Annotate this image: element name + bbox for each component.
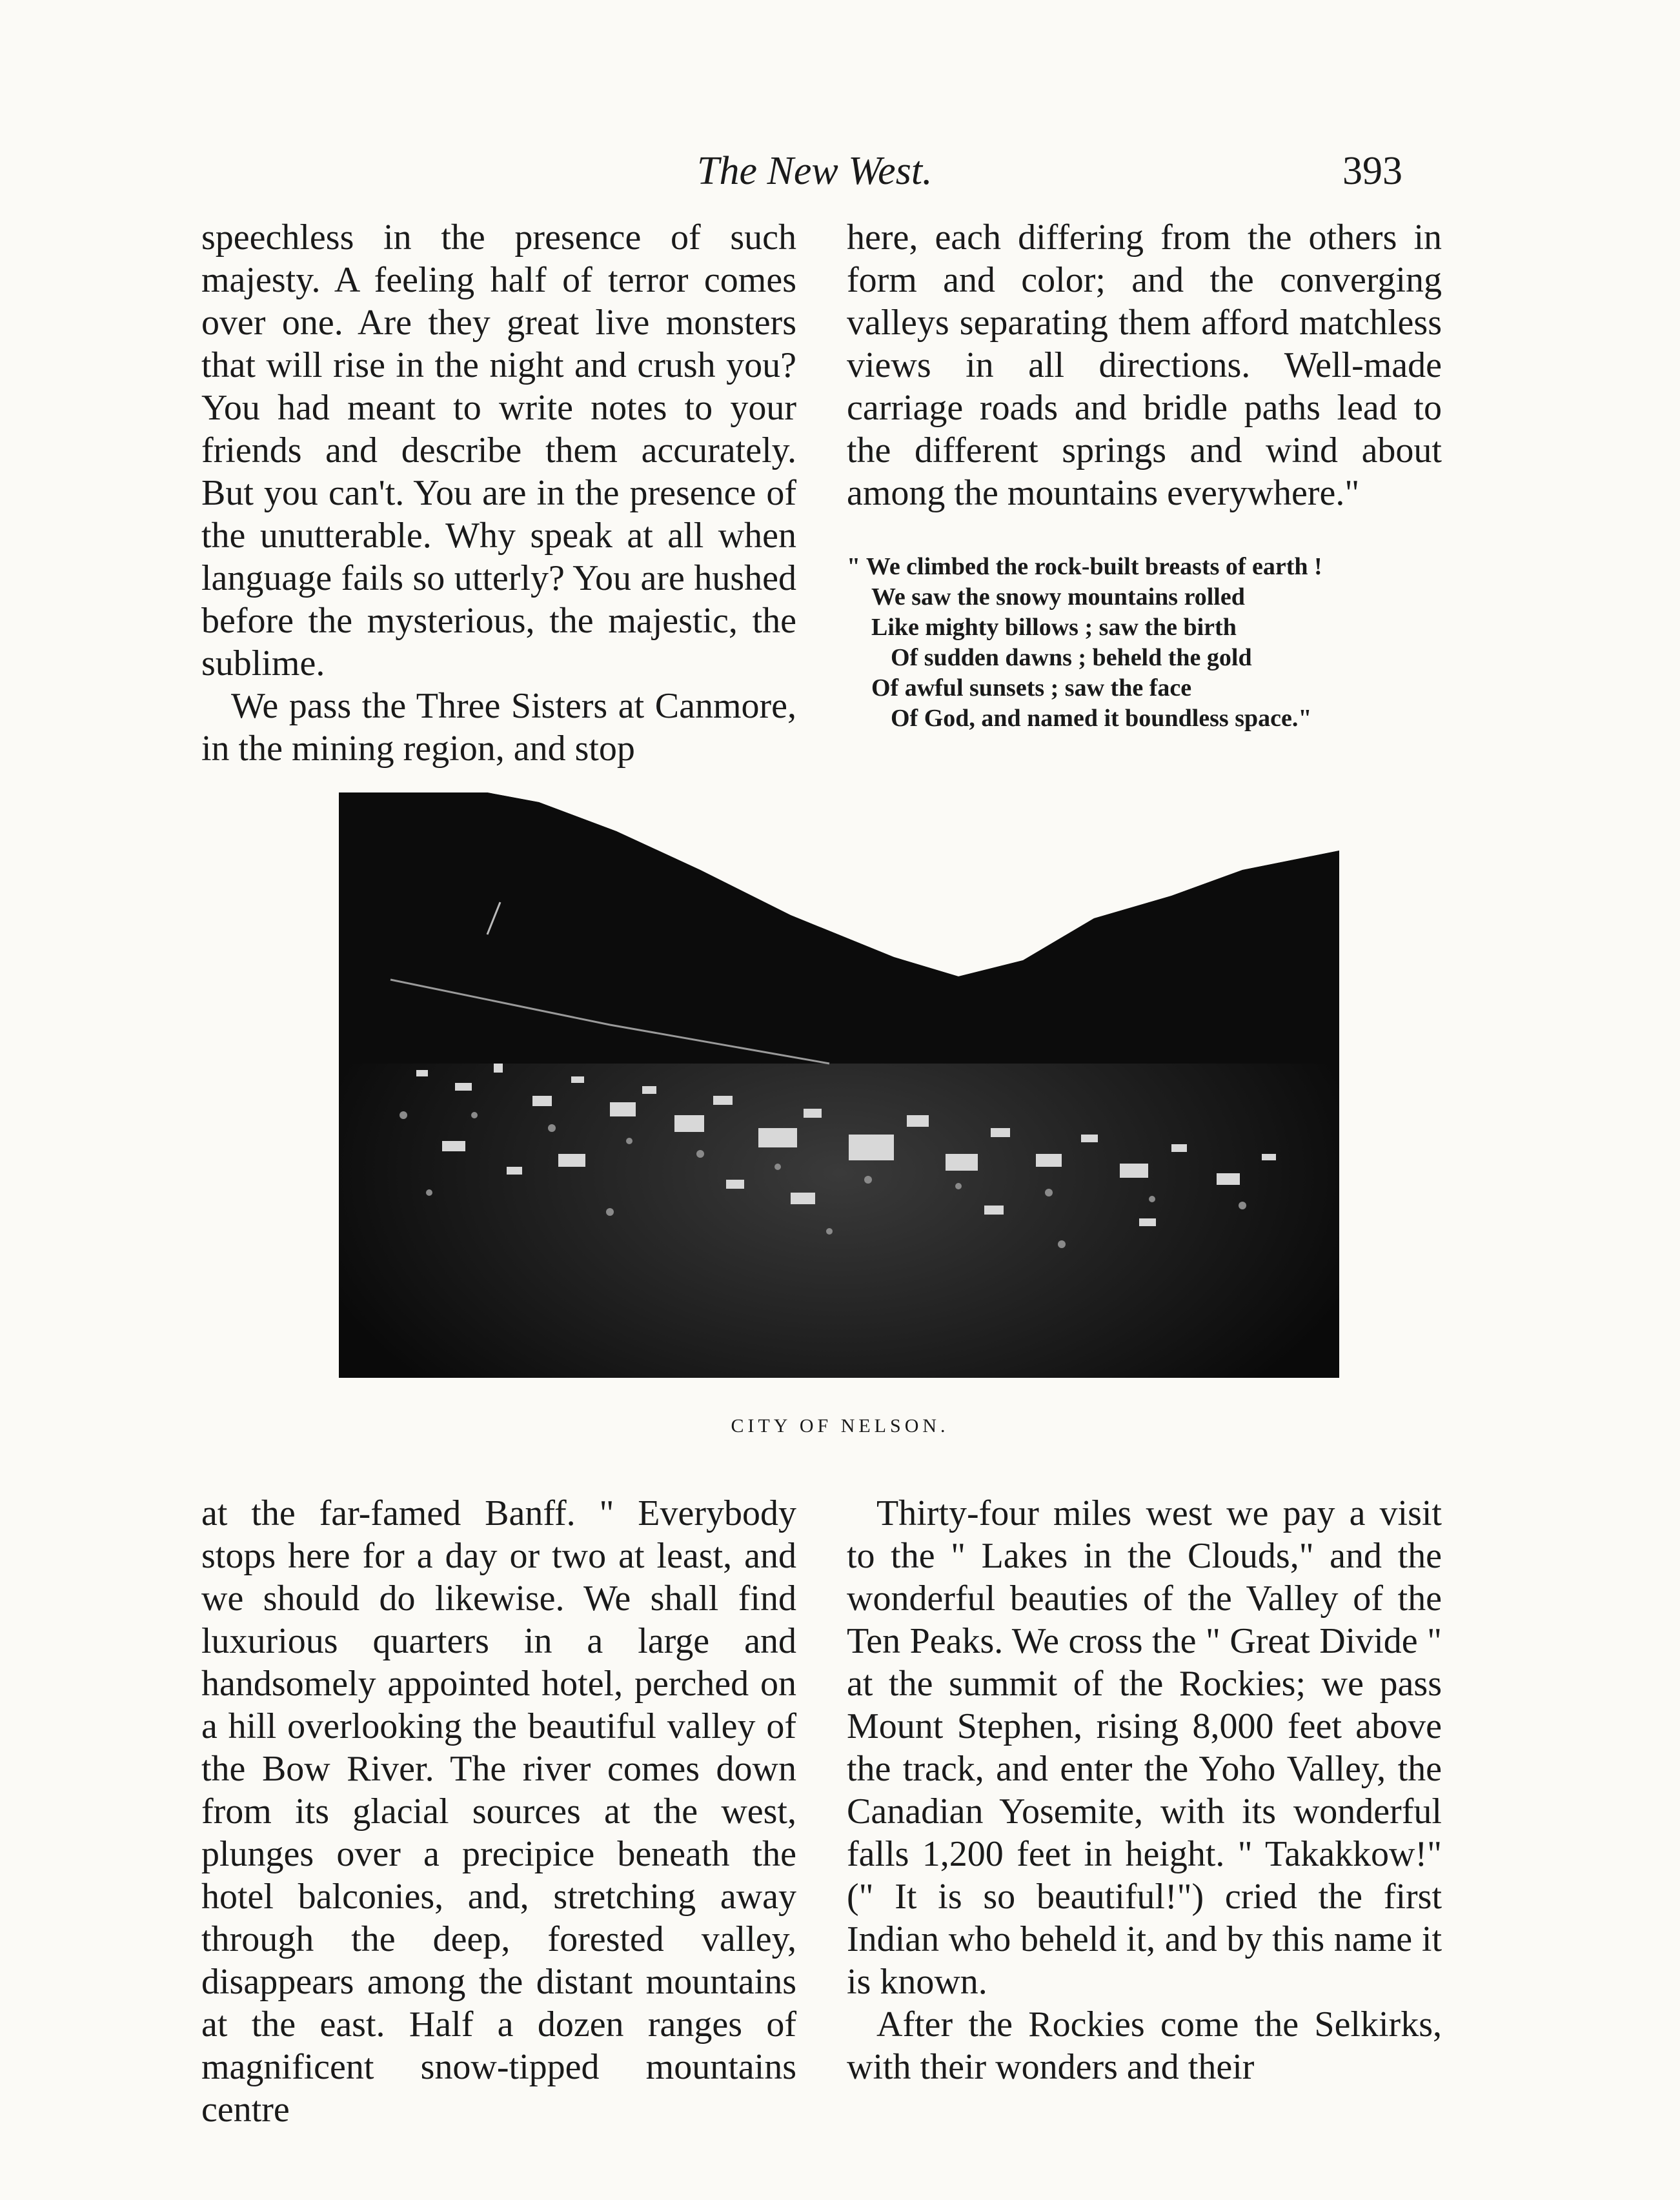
running-title: The New West. bbox=[697, 149, 933, 193]
poem-line: Of awful sunsets ; saw the face bbox=[871, 674, 1192, 701]
poem-line: Like mighty billows ; saw the birth bbox=[871, 614, 1237, 641]
poem-line: Of God, and named it boundless space." bbox=[891, 705, 1312, 732]
bottom-left-column bbox=[201, 1492, 796, 2131]
city-photograph bbox=[339, 792, 1339, 1378]
photo-illustration bbox=[339, 792, 1339, 1378]
bottom-left-paragraph-1: at the far-famed Banff. " Everybody stops here for a day or two at least, and we should do likewise. We shall find luxurious quarters in a large and handsomely appointed hotel, perched on a hill overlooking the beautiful valley of the Bow River. The river comes down from its glacial sources at the west, plunges over a precipice beneath the hotel balconies, and, stretching away through the deep, forested valley, disappears among the distant mountains at the east. Half a dozen ranges of magnificent snow-tipped mountains centre bbox=[201, 1493, 796, 2130]
top-left-paragraph-2: We pass the Three Sisters at Canmore, in the mining region, and stop bbox=[201, 686, 796, 769]
top-right-paragraph-1: here, each differing from the others in form and color; and the converging valleys separating them afford matchless views in all directions. Well-made carriage roads and bridle paths lead to the different springs and wind about among the mountains everywhere." bbox=[847, 217, 1442, 513]
bottom-right-column bbox=[847, 1492, 1442, 2088]
top-left-paragraph-1: speechless in the presence of such majesty. A feeling half of terror comes over one. Are they great live monsters that will rise in the night and crush you? You had meant to write notes to your friends and describe them accurately. But you can't. You are in the presence of the unutterable. Why speak at all when language fails so utterly? You are hushed before the mysterious, the majestic, the sublime. bbox=[201, 217, 796, 683]
poem-quote bbox=[847, 552, 1453, 734]
top-left-column bbox=[201, 216, 796, 770]
photo-caption: CITY OF NELSON. bbox=[731, 1415, 949, 1437]
poem-line: " We climbed the rock-built breasts of earth ! bbox=[847, 553, 1322, 580]
bottom-right-paragraph-2: After the Rockies come the Selkirks, with their wonders and their bbox=[847, 2004, 1442, 2087]
top-right-column bbox=[847, 216, 1442, 514]
bottom-right-paragraph-1: Thirty-four miles west we pay a visit to the " Lakes in the Clouds," and the wonderful beauties of the Valley of the Ten Peaks. We cross the " Great Divide " at the summit of the Rockies; we pass Mount Stephen, rising 8,000 feet above the track, and enter the Yoho Valley, the Canadian Yosemite, with its wonderful falls 1,200 feet in height. " Takakkow!" (" It is so beautiful!") cried the first Indian who beheld it, and by this name it is known. bbox=[847, 1493, 1442, 2002]
poem-line: Of sudden dawns ; beheld the gold bbox=[891, 644, 1252, 671]
poem-line: We saw the snowy mountains rolled bbox=[871, 583, 1245, 611]
page-header bbox=[0, 148, 1680, 200]
page-number: 393 bbox=[1342, 149, 1402, 193]
